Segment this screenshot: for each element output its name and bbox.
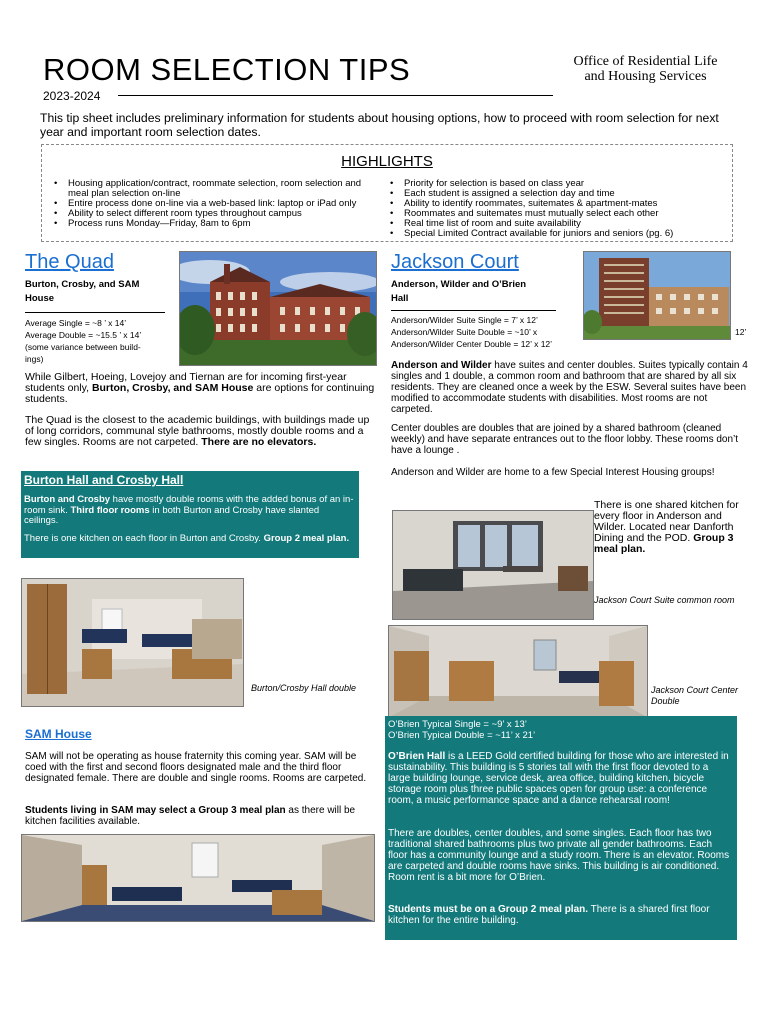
quad-building-photo bbox=[179, 251, 377, 366]
burton-crosby-box bbox=[21, 471, 359, 558]
jackson-double-caption: Jackson Court Center Double bbox=[651, 685, 739, 706]
burton-room-image bbox=[22, 579, 243, 706]
obrien-paragraph-2: There are doubles, center doubles, and some singles. Each floor has two traditional shared bathrooms plus two private all gender bathrooms. Each floor has a community lounge and a study room. There is an elevator. Rooms are carpeted and double rooms have sinks. This building is air conditioned. Room rent is a bit more for O’Brien. bbox=[388, 828, 730, 883]
obrien-size-single: O’Brien Typical Single = ~9’ x 13’ bbox=[388, 719, 527, 730]
list-item: • Each student is assigned a selection day and time bbox=[404, 189, 754, 199]
sam-room-image bbox=[22, 835, 374, 921]
quad-paragraph-1: While Gilbert, Hoeing, Lovejoy and Tiernan are for incoming first-year students only, Burton, Crosby, and SAM House are options for continuing students. bbox=[25, 371, 375, 405]
list-item: • Priority for selection is based on class year bbox=[404, 179, 754, 189]
burton-crosby-paragraph-1: Burton and Crosby have mostly double rooms with the added bonus of an in-room sink. Third floor rooms in both Burton and Crosby have slanted ceilings. bbox=[24, 494, 354, 526]
sam-paragraph-2: Students living in SAM may select a Group 3 meal plan as there will be kitchen facilities available. bbox=[25, 805, 356, 827]
jackson-double-image bbox=[389, 626, 647, 717]
jackson-building-image bbox=[584, 252, 730, 339]
title-rule bbox=[118, 95, 553, 96]
office-line-2: and Housing Services bbox=[584, 69, 707, 84]
quad-halls-line-2: House bbox=[25, 293, 55, 304]
year-label: 2023-2024 bbox=[43, 89, 101, 103]
divider bbox=[391, 310, 556, 311]
list-item: • Real time list of room and suite availability bbox=[404, 219, 754, 229]
jackson-halls bbox=[391, 278, 576, 306]
list-item: • Process runs Monday—Friday, 8am to 6pm bbox=[68, 219, 368, 229]
obrien-paragraph-3: Students must be on a Group 2 meal plan. There is a shared first floor kitchen for the entire building. bbox=[388, 904, 710, 926]
jackson-building-photo bbox=[583, 251, 731, 340]
jackson-size-single: Anderson/Wilder Suite Single = 7’ x 12’ bbox=[391, 315, 538, 325]
list-item: • Ability to identify roommates, suitemates & apartment-mates bbox=[404, 199, 754, 209]
quad-room-sizes bbox=[25, 317, 175, 365]
page-title: ROOM SELECTION TIPS bbox=[43, 52, 411, 87]
divider bbox=[25, 312, 165, 313]
quad-halls bbox=[25, 278, 175, 306]
jackson-paragraph-3: Anderson and Wilder are home to a few Special Interest Housing groups! bbox=[391, 467, 715, 478]
jackson-common-caption: Jackson Court Suite common room bbox=[594, 595, 735, 605]
quad-size-note-1: (some variance between build- bbox=[25, 342, 141, 352]
highlights-right-list bbox=[378, 179, 754, 239]
obrien-box bbox=[385, 716, 737, 940]
intro-paragraph: This tip sheet includes preliminary information for students about housing options, how to proceed with room selection for next year and important room selection dates. bbox=[40, 111, 719, 139]
quad-size-single: Average Single = ~8 ’ x 14’ bbox=[25, 318, 127, 328]
quad-paragraph-2: The Quad is the closest to the academic buildings, with buildings made up of long corridors, communal style bathrooms, mostly double rooms and a few singles. Rooms are not carpeted. There are no elevators. bbox=[25, 414, 370, 448]
jackson-paragraph-1: Anderson and Wilder have suites and center doubles. Suites typically contain 4 singles and 1 double, a common room and bathroom that are shared by all six residents. They are cleaned once a week by the ESW. Several suites have been modified to accommodate students with disabilities. Most rooms are not carpeted. bbox=[391, 360, 748, 415]
jackson-common-room-image bbox=[393, 511, 593, 619]
jackson-heading[interactable]: Jackson Court bbox=[391, 251, 519, 273]
jackson-halls-line-1: Anderson, Wilder and O’Brien bbox=[391, 279, 527, 290]
quad-halls-line-1: Burton, Crosby, and SAM bbox=[25, 279, 140, 290]
jackson-kitchen-note: There is one shared kitchen for every floor in Anderson and Wilder. Located near Danforth Dining and the POD. Group 3 meal plan. bbox=[594, 499, 739, 555]
jackson-halls-line-2: Hall bbox=[391, 293, 409, 304]
quad-size-note-2: ings) bbox=[25, 354, 44, 364]
highlights-title: HIGHLIGHTS bbox=[341, 153, 433, 170]
jackson-double-photo bbox=[388, 625, 648, 718]
sam-room-photo bbox=[21, 834, 375, 922]
jackson-size-center: Anderson/Wilder Center Double = 12’ x 12’ bbox=[391, 339, 553, 349]
burton-room-caption: Burton/Crosby Hall double bbox=[251, 683, 357, 693]
burton-room-photo bbox=[21, 578, 244, 707]
office-name bbox=[553, 54, 738, 84]
jackson-common-room-photo bbox=[392, 510, 594, 620]
sam-paragraph-1: SAM will not be operating as house fraternity this coming year. SAM will be coed with the first and second floors designated male and the third floor designated female. There are double and single rooms. Rooms are carpeted. bbox=[25, 751, 367, 784]
jackson-paragraph-2: Center doubles are doubles that are joined by a shared bathroom (cleaned weekly) and have separate entrances out to the floor lobby. These rooms don’t have a lounge . bbox=[391, 423, 739, 456]
list-item: • Special Limited Contract available for juniors and seniors (pg. 6) bbox=[404, 229, 754, 239]
quad-heading[interactable]: The Quad bbox=[25, 251, 114, 273]
list-item: • Roommates and suitemates must mutually select each other bbox=[404, 209, 754, 219]
highlights-left-list bbox=[42, 179, 368, 229]
burton-crosby-heading[interactable]: Burton Hall and Crosby Hall bbox=[24, 473, 184, 487]
quad-building-image bbox=[180, 252, 376, 365]
obrien-size-double: O’Brien Typical Double = ~11’ x 21’ bbox=[388, 730, 536, 741]
office-line-1: Office of Residential Life bbox=[573, 54, 718, 69]
obrien-room-sizes bbox=[388, 719, 535, 741]
jackson-size-double: Anderson/Wilder Suite Double = ~10’ x 12’ bbox=[391, 327, 747, 337]
list-item: • Housing application/contract, roommate selection, room selection and meal plan selection on-line bbox=[68, 179, 368, 199]
burton-crosby-paragraph-2: There is one kitchen on each floor in Burton and Crosby. Group 2 meal plan. bbox=[24, 533, 350, 544]
highlights-box bbox=[41, 144, 733, 242]
quad-size-double: Average Double = ~15.5 ’ x 14’ bbox=[25, 330, 142, 340]
list-item: • Entire process done on-line via a web-based link: laptop or iPad only bbox=[68, 199, 368, 209]
obrien-paragraph-1: O’Brien Hall is a LEED Gold certified building for those who are interested in sustainability. This building is 5 stories tall with the first floor devoted to a large building lounge, service desk, area office, building kitchen, bicycle storage room plus three public spaces open for group use: a conference room, a music performance space and a dance rehearsal room! bbox=[388, 751, 729, 806]
sam-heading[interactable]: SAM House bbox=[25, 727, 92, 741]
list-item: • Ability to select different room types throughout campus bbox=[68, 209, 368, 219]
